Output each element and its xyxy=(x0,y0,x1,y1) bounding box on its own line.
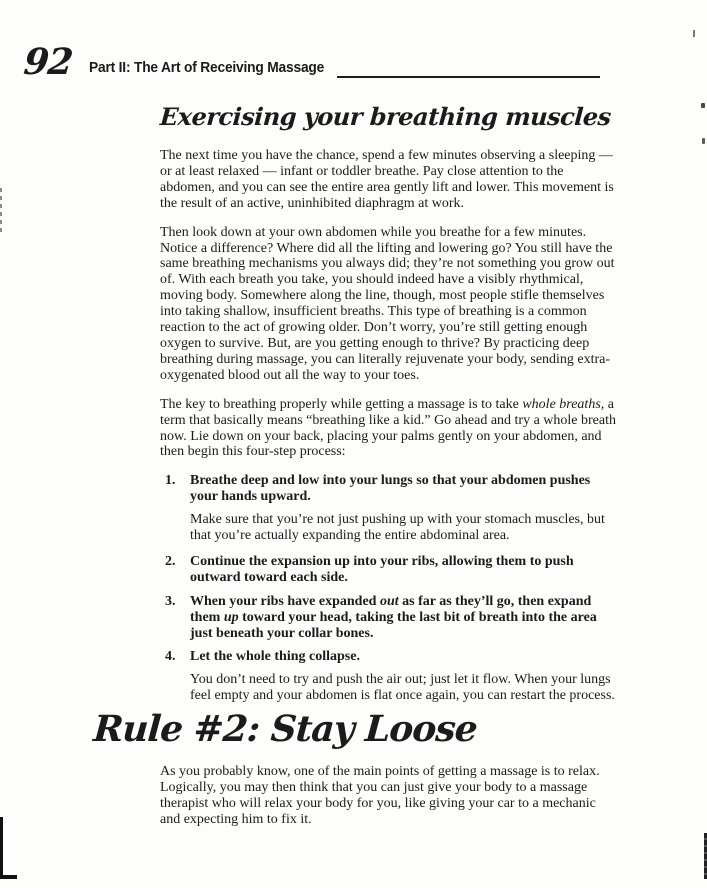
step-detail: You don’t need to try and push the air out; just let it flow. When your lungs feel empty and your abdomen is flat once again, you can restart the process. xyxy=(190,672,615,704)
step-number: 3. xyxy=(165,593,176,609)
scan-mark-speck xyxy=(702,138,705,144)
section-heading-breathing: Exercising your breathing muscles xyxy=(159,102,612,131)
step-title: Let the whole thing collapse. xyxy=(190,649,360,665)
paragraph: The next time you have the chance, spend a few minutes observing a sleeping — or at least relaxed — infant or toddler breathe. Pay close attention to the abdomen, and you can see the entire area gently lift and lower. This movement is the result of an active, uninhibited diaphragm at work. xyxy=(160,148,614,211)
numbered-step-list xyxy=(160,473,616,704)
step-number: 4. xyxy=(165,649,176,665)
step-item-2 xyxy=(160,554,616,586)
step-item-3 xyxy=(160,594,616,642)
page-number: 92 xyxy=(21,41,75,83)
step-title: When your ribs have expanded out as far as they’ll go, then expand them up toward your head, taking the last bit of breath into the area just beneath your collar bones. xyxy=(190,593,597,641)
scan-mark-left-dashes xyxy=(0,188,2,234)
step-title: Breathe deep and low into your lungs so that your abdomen pushes your hands upward. xyxy=(190,473,591,505)
paragraph: As you probably know, one of the main points of getting a massage is to relax. Logically, you may then think that you can just give your body to a massage therapist who will relax your body for you, like giving your car to a mechanic and expecting him to fix it. xyxy=(160,764,600,827)
scan-mark-top-tick xyxy=(693,30,695,37)
scan-mark-speck xyxy=(701,103,705,108)
step-number: 1. xyxy=(165,473,176,489)
step-item-4 xyxy=(160,649,616,704)
body-column xyxy=(160,148,616,714)
running-head-rule xyxy=(337,76,600,78)
step-title: Continue the expansion up into your ribs, allowing them to push outward toward each side. xyxy=(190,553,574,585)
running-head: Part II: The Art of Receiving Massage xyxy=(89,60,325,76)
paragraph: The key to breathing properly while getting a massage is to take whole breaths, a term that basically means “breathing like a kid.” Go ahead and try a whole breath now. Lie down on your back, placing your palms gently on your abdomen, and then begin this four-step process: xyxy=(160,396,616,460)
section-heading-rule2: Rule #2: Stay Loose xyxy=(92,708,479,750)
scan-mark-left-bar xyxy=(0,817,3,877)
scan-mark-bottom-tick xyxy=(0,875,17,879)
step-item-1 xyxy=(160,473,616,544)
step-detail: Make sure that you’re not just pushing up with your stomach muscles, but that you’re actually expanding the entire abdominal area. xyxy=(190,512,605,544)
step-number: 2. xyxy=(165,553,176,569)
paragraph: Then look down at your own abdomen while you breathe for a few minutes. Notice a difference? Where did all the lifting and lowering go? You still have the same breathing mechanisms you always did; they’re not something you grow out of. With each breath you take, you should indeed have a visibly rhythmical, moving body. Somewhere along the line, though, most people stifle themselves into taking shallow, insufficient breaths. This type of breathing is a common reaction to the act of growing older. Don’t worry, you’re still getting enough oxygen to survive. But, are you getting enough to thrive? By practicing deep breathing during massage, you can literally rejuvenate your body, sending extra-oxygenated blood out all the way to your toes. xyxy=(160,224,615,383)
